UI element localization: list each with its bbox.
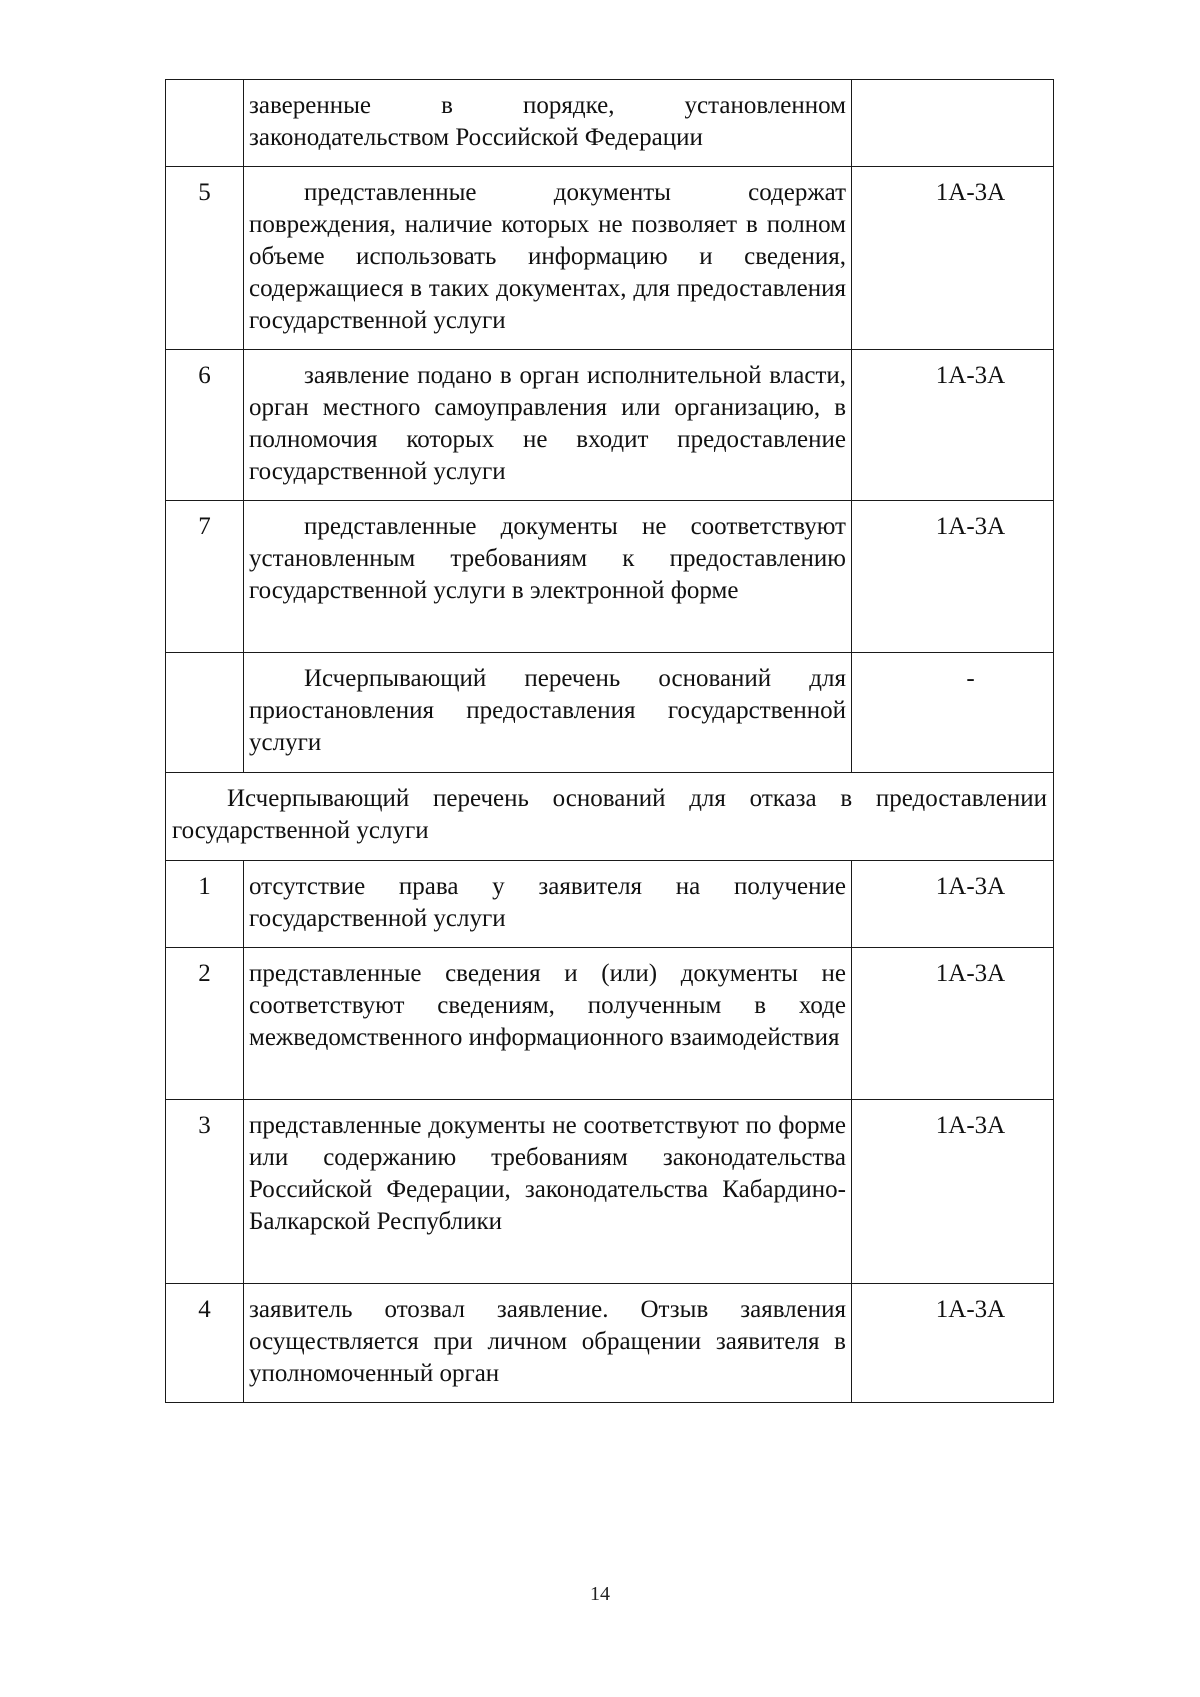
row-number: 2 bbox=[166, 948, 244, 1100]
row-number: 6 bbox=[166, 350, 244, 501]
table-row bbox=[166, 1284, 1054, 1403]
row-number: 3 bbox=[166, 1100, 244, 1284]
row-text: заявление подано в орган исполнительной власти, орган местного самоуправления или организацию, в полномочия которых не входит предоставление государственной услуги bbox=[244, 350, 852, 501]
row-text: представленные документы не соответствуют по форме или содержанию требованиям законодательства Российской Федерации, законодательства Кабардино-Балкарской Республики bbox=[244, 1100, 852, 1284]
table-row bbox=[166, 861, 1054, 948]
row-code: 1А-3А bbox=[852, 1284, 1054, 1403]
row-text: заявитель отозвал заявление. Отзыв заявления осуществляется при личном обращении заявителя в уполномоченный орган bbox=[244, 1284, 852, 1403]
row-code: 1А-3А bbox=[852, 861, 1054, 948]
table-row bbox=[166, 167, 1054, 350]
table-row bbox=[166, 350, 1054, 501]
table-row bbox=[166, 948, 1054, 1100]
row-text: представленные документы не соответствуют установленным требованиям к предоставлению государственной услуги в электронной форме bbox=[244, 501, 852, 653]
row-code: 1А-3А bbox=[852, 1100, 1054, 1284]
row-number bbox=[166, 653, 244, 773]
row-code: 1А-3А bbox=[852, 350, 1054, 501]
row-code: - bbox=[852, 653, 1054, 773]
row-number: 1 bbox=[166, 861, 244, 948]
row-number bbox=[166, 80, 244, 167]
row-number: 5 bbox=[166, 167, 244, 350]
row-text: представленные документы содержат повреждения, наличие которых не позволяет в полном объеме использовать информацию и сведения, содержащиеся в таких документах, для предоставления государственной услуги bbox=[244, 167, 852, 350]
section-header: Исчерпывающий перечень оснований для отказа в предоставлении государственной услуги bbox=[166, 773, 1054, 861]
row-code bbox=[852, 80, 1054, 167]
row-code: 1А-3А bbox=[852, 501, 1054, 653]
page-number: 14 bbox=[590, 1583, 610, 1605]
row-text: отсутствие права у заявителя на получение государственной услуги bbox=[244, 861, 852, 948]
row-text: Исчерпывающий перечень оснований для приостановления предоставления государственной услуги bbox=[244, 653, 852, 773]
section-header-row bbox=[166, 773, 1054, 861]
row-code: 1А-3А bbox=[852, 948, 1054, 1100]
table-row bbox=[166, 1100, 1054, 1284]
table-row bbox=[166, 653, 1054, 773]
row-code: 1А-3А bbox=[852, 167, 1054, 350]
grounds-table bbox=[165, 79, 1054, 1403]
table-row bbox=[166, 80, 1054, 167]
row-text: заверенные в порядке, установленном законодательством Российской Федерации bbox=[244, 80, 852, 167]
grounds-table-body bbox=[166, 80, 1054, 1403]
table-row bbox=[166, 501, 1054, 653]
row-number: 4 bbox=[166, 1284, 244, 1403]
row-text: представленные сведения и (или) документы не соответствуют сведениям, полученным в ходе межведомственного информационного взаимодействия bbox=[244, 948, 852, 1100]
row-number: 7 bbox=[166, 501, 244, 653]
